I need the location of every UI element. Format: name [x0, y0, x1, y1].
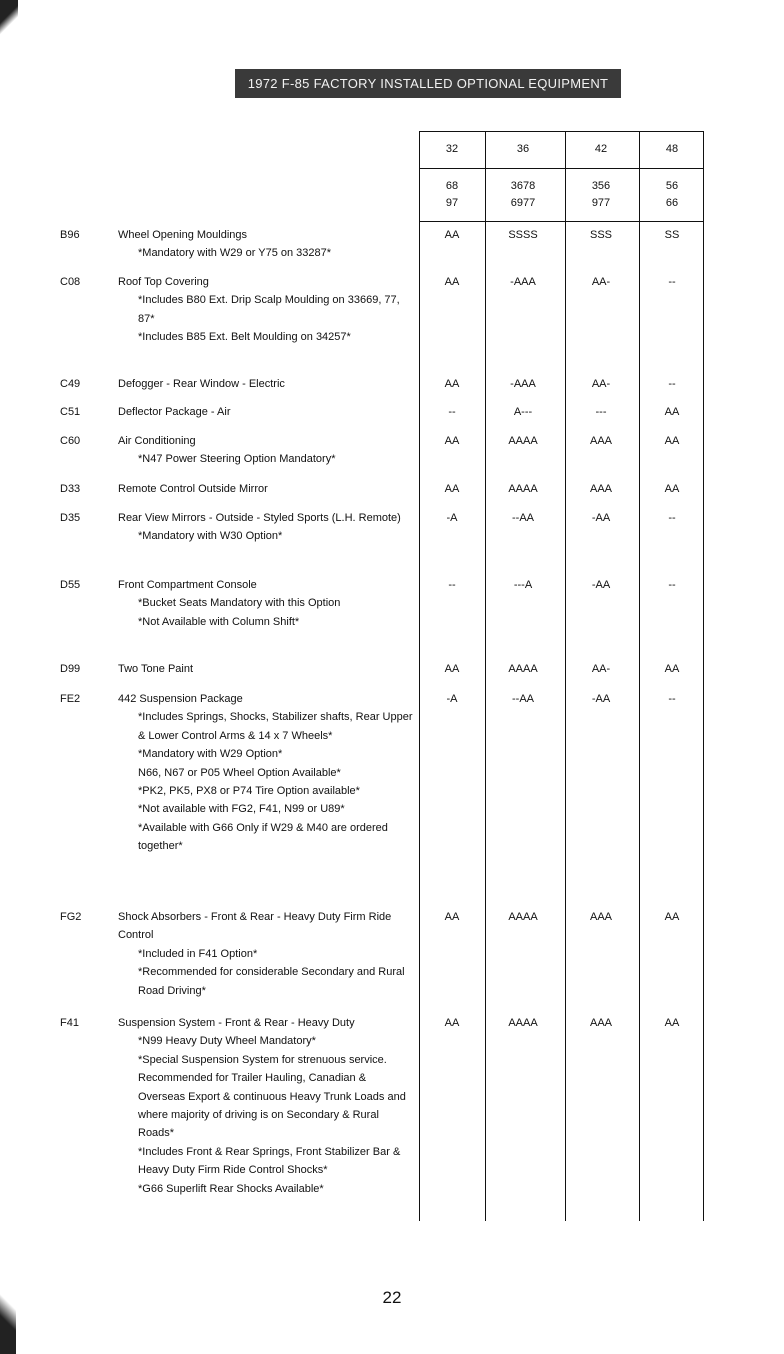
option-title: Defogger - Rear Window - Electric — [118, 378, 285, 390]
option-description — [118, 908, 416, 1000]
availability-value: -- — [448, 579, 456, 591]
option-title: Roof Top Covering — [118, 276, 209, 288]
option-note: N66, N67 or P05 Wheel Option Available* — [138, 766, 341, 779]
availability-value: --AA — [512, 693, 534, 705]
option-title: Front Compartment Console — [118, 579, 257, 591]
option-title: Wheel Opening Mouldings — [118, 229, 248, 241]
availability-value: AA — [664, 406, 680, 418]
option-note: *PK2, PK5, PX8 or P74 Tire Option available* — [138, 785, 360, 798]
option-description — [118, 480, 416, 498]
availability-value: AA — [444, 911, 460, 923]
option-title: Two Tone Paint — [118, 663, 194, 675]
option-description — [118, 273, 416, 347]
availability-value: AA — [664, 911, 680, 923]
option-description — [118, 509, 416, 546]
availability-value: ---A — [513, 579, 533, 591]
option-note: *Recommended for considerable Secondary and Rural Road Driving* — [138, 966, 405, 997]
option-description — [118, 375, 416, 393]
availability-value: AA — [444, 276, 460, 288]
body-style-code: 977 — [591, 197, 611, 209]
option-note: *Mandatory with W29 Option* — [138, 748, 283, 761]
page-corner-shadow-top — [0, 0, 18, 40]
availability-value: AAAA — [508, 1017, 538, 1029]
availability-value: AAA — [589, 435, 612, 447]
availability-value: AA — [444, 378, 460, 390]
availability-value: A--- — [513, 406, 533, 418]
availability-value: AAAA — [508, 435, 538, 447]
availability-value: AA — [444, 1017, 460, 1029]
option-code: D33 — [60, 483, 81, 495]
option-note: *Available with G66 Only if W29 & M40 are ordered together* — [138, 821, 388, 853]
availability-value: -AAA — [510, 276, 536, 288]
option-description — [118, 576, 416, 631]
option-description — [118, 226, 416, 263]
availability-value: --- — [595, 406, 607, 418]
page-title: 1972 F-85 FACTORY INSTALLED OPTIONAL EQUIPMENT — [235, 69, 621, 98]
availability-value: AA — [444, 435, 460, 447]
availability-value: -AA — [591, 512, 611, 524]
availability-value: AA — [444, 229, 460, 241]
option-code: F41 — [60, 1017, 79, 1029]
option-title: Air Conditioning — [118, 435, 196, 447]
option-note: *Mandatory with W30 Option* — [138, 530, 283, 543]
option-code: C60 — [60, 435, 81, 447]
availability-value: AA- — [591, 276, 611, 288]
availability-value: AA- — [591, 378, 611, 390]
availability-value: -- — [668, 512, 676, 524]
series-header: 36 — [516, 143, 530, 155]
option-description — [118, 690, 416, 856]
option-description — [118, 403, 416, 421]
body-style-code: 56 — [665, 180, 679, 192]
availability-value: AA — [664, 483, 680, 495]
availability-value: -- — [668, 276, 676, 288]
option-note: *Includes B80 Ext. Drip Scalp Moulding on 33669, 77, 87* — [138, 294, 400, 325]
option-code: D55 — [60, 579, 81, 591]
option-note: *G66 Superlift Rear Shocks Available* — [138, 1182, 324, 1195]
option-note: *Not available with FG2, F41, N99 or U89* — [138, 803, 345, 816]
body-style-code: 3678 — [510, 180, 536, 192]
availability-value: AA — [664, 663, 680, 675]
option-code: C08 — [60, 276, 81, 288]
availability-value: AA — [444, 483, 460, 495]
option-note: *N47 Power Steering Option Mandatory* — [138, 453, 336, 466]
option-note: *Not Available with Column Shift* — [138, 615, 300, 628]
availability-value: AA — [664, 435, 680, 447]
availability-value: AAAA — [508, 483, 538, 495]
availability-value: SS — [664, 229, 680, 241]
option-title: 442 Suspension Package — [118, 693, 243, 705]
availability-value: AA- — [591, 663, 611, 675]
body-style-code: 97 — [445, 197, 459, 209]
page-number: 22 — [382, 1288, 402, 1307]
option-title: Suspension System - Front & Rear - Heavy Duty — [118, 1017, 355, 1029]
availability-value: AA — [444, 663, 460, 675]
option-note: *Includes Front & Rear Springs, Front Stabilizer Bar & Heavy Duty Firm Ride Control Shocks* — [138, 1145, 401, 1177]
option-description — [118, 1014, 416, 1198]
availability-value: AAA — [589, 1017, 612, 1029]
series-header: 32 — [445, 143, 459, 155]
body-style-code: 6977 — [510, 197, 536, 209]
availability-value: AAAA — [508, 911, 538, 923]
availability-value: -- — [668, 378, 676, 390]
availability-value: AAA — [589, 911, 612, 923]
option-code: FE2 — [60, 693, 81, 705]
availability-value: AAAA — [508, 663, 538, 675]
option-note: *Included in F41 Option* — [138, 947, 258, 960]
series-header: 48 — [665, 143, 679, 155]
series-header: 42 — [594, 143, 608, 155]
option-note: *N99 Heavy Duty Wheel Mandatory* — [138, 1035, 316, 1048]
availability-value: -- — [668, 693, 676, 705]
availability-value: -A — [446, 693, 458, 705]
option-note: *Includes Springs, Shocks, Stabilizer shafts, Rear Upper & Lower Control Arms & 14 x 7 Wheels* — [138, 711, 413, 742]
body-style-code: 66 — [665, 197, 679, 209]
availability-value: SSS — [589, 229, 612, 241]
option-title: Deflector Package - Air — [118, 406, 231, 418]
availability-value: -AAA — [510, 378, 536, 390]
availability-value: -AA — [591, 693, 611, 705]
option-title: Rear View Mirrors - Outside - Styled Sports (L.H. Remote) — [118, 512, 401, 524]
option-note: *Mandatory with W29 or Y75 on 33287* — [138, 247, 332, 260]
availability-value: -A — [446, 512, 458, 524]
option-code: D35 — [60, 512, 81, 524]
option-note: *Includes B85 Ext. Belt Moulding on 34257* — [138, 331, 351, 344]
option-title: Shock Absorbers - Front & Rear - Heavy Duty Firm Ride Control — [118, 911, 392, 942]
availability-value: -- — [668, 579, 676, 591]
body-style-code: 68 — [445, 180, 459, 192]
availability-value: -- — [448, 406, 456, 418]
body-style-code: 356 — [591, 180, 611, 192]
option-code: C51 — [60, 406, 81, 418]
availability-value: --AA — [512, 512, 534, 524]
option-title: Remote Control Outside Mirror — [118, 483, 268, 495]
option-note: *Special Suspension System for strenuous service. Recommended for Trailer Hauling, Canadian & Overseas Export & continuous Heavy Trunk Loads and where majority of driving is on Secondary & Rural Roads* — [138, 1053, 406, 1140]
option-description — [118, 660, 416, 678]
availability-value: AA — [664, 1017, 680, 1029]
option-description — [118, 432, 416, 469]
option-note: *Bucket Seats Mandatory with this Option — [138, 597, 341, 610]
availability-value: AAA — [589, 483, 612, 495]
option-code: B96 — [60, 229, 80, 241]
option-code: C49 — [60, 378, 81, 390]
availability-value: SSSS — [508, 229, 538, 241]
option-code: D99 — [60, 663, 81, 675]
availability-value: -AA — [591, 579, 611, 591]
option-code: FG2 — [60, 911, 82, 923]
